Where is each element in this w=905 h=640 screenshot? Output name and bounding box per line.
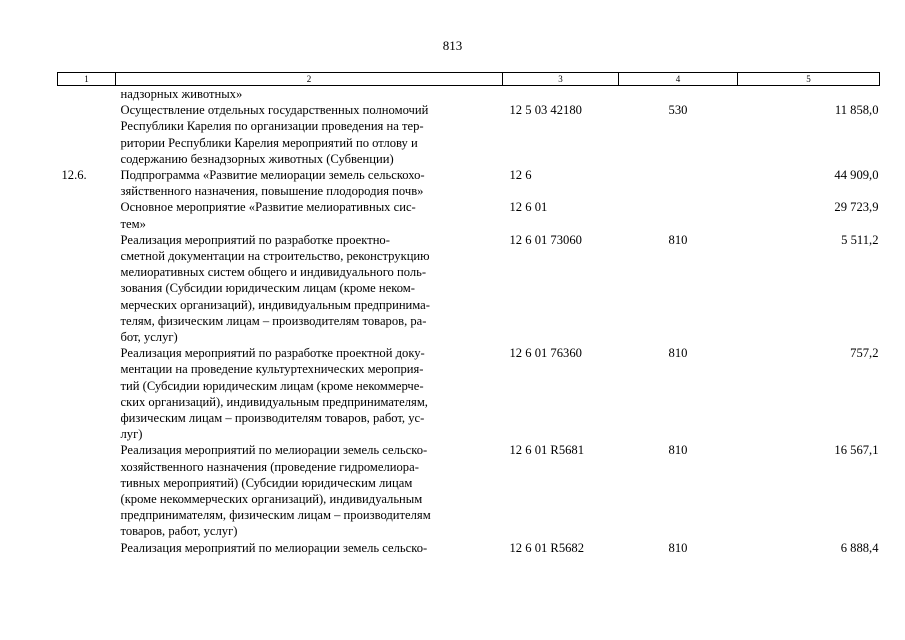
row-description: Реализация мероприятий по мелиорации земель сельско- — [120, 540, 428, 555]
row-amount: 11 858,0 — [834, 103, 879, 118]
header-col-2: 2 — [116, 73, 503, 86]
row-expense-type: 530 — [668, 103, 688, 118]
row-number — [58, 345, 116, 442]
table-header — [58, 73, 880, 86]
row-amount: 29 723,9 — [834, 200, 879, 215]
table-row — [58, 102, 880, 167]
table-row — [58, 232, 880, 345]
row-expense-type: 810 — [668, 232, 688, 247]
row-number — [58, 540, 116, 556]
row-amount: 16 567,1 — [834, 443, 879, 458]
row-amount: 5 511,2 — [841, 232, 879, 247]
row-description: Реализация мероприятий по мелиорации земель сельско- хозяйственного назначения (проведение гидромелиора- тивных мероприятий) (Субсидии юридическим лицам (кроме некоммерческих организаций), индивидуальным предпринимателям, физическим лицам – производителям товаров, работ, услуг) — [120, 443, 431, 539]
row-expense-type: 810 — [668, 346, 688, 361]
table-row — [58, 167, 880, 199]
row-expense-type — [619, 86, 738, 103]
row-number — [58, 86, 116, 103]
row-code: 12 6 01 76360 — [509, 346, 582, 361]
row-number: 12.6. — [61, 168, 87, 183]
header-row — [58, 73, 880, 86]
row-amount: 44 909,0 — [834, 168, 879, 183]
table-row — [58, 442, 880, 539]
row-code — [503, 86, 619, 103]
header-col-4: 4 — [619, 73, 738, 86]
row-description: надзорных животных» — [120, 87, 243, 101]
page-number: 813 — [442, 38, 463, 53]
row-amount: 6 888,4 — [840, 540, 879, 555]
row-number — [58, 232, 116, 345]
table-row — [58, 345, 880, 442]
row-code: 12 6 — [509, 168, 532, 183]
header-col-5: 5 — [738, 73, 880, 86]
row-code: 12 6 01 — [509, 200, 548, 215]
row-expense-type — [619, 199, 738, 231]
row-amount — [738, 86, 880, 103]
row-code: 12 6 01 R5682 — [509, 540, 585, 555]
row-amount: 757,2 — [850, 346, 879, 361]
row-expense-type — [619, 167, 738, 199]
table-body — [58, 86, 880, 556]
row-description: Подпрограмма «Развитие мелиорации земель сельскохо- зяйственного назначения, повышение плодородия почв» — [120, 168, 425, 199]
row-description: Осуществление отдельных государственных полномочий Республики Карелия по организации проведения на тер- ритории Республики Карелия мероприятий по отлову и содержанию безнадзорных животных (Субвенции) — [120, 103, 429, 166]
row-code: 12 6 01 73060 — [509, 232, 582, 247]
row-number — [58, 102, 116, 167]
budget-table — [57, 72, 880, 556]
table-row — [58, 199, 880, 231]
table-row — [58, 540, 880, 556]
row-number — [58, 199, 116, 231]
row-description: Реализация мероприятий по разработке проектной доку- ментации на проведение культуртехнических мероприя- тий (Субсидии юридическим лицам (кроме некоммерче- ских организаций), индивидуальным предпринимателям, физическим лицам – производителям товаров, работ, ус- луг) — [120, 346, 428, 442]
row-number — [58, 442, 116, 539]
row-expense-type: 810 — [668, 540, 688, 555]
row-code: 12 6 01 R5681 — [509, 443, 585, 458]
row-description: Реализация мероприятий по разработке проектно- сметной документации на строительство, реконструкцию мелиоративных систем общего и индивидуального поль- зования (Субсидии юридическим лицам (кроме неком- мерческих организаций), индивидуальным предпринима- телям, физическим лицам – производителям товаров, ра- бот, услуг) — [120, 232, 430, 345]
row-code: 12 5 03 42180 — [509, 103, 582, 118]
row-expense-type: 810 — [668, 443, 688, 458]
header-col-3: 3 — [503, 73, 619, 86]
header-col-1: 1 — [58, 73, 116, 86]
row-description: Основное мероприятие «Развитие мелиоративных сис- тем» — [120, 200, 416, 231]
table-row — [58, 86, 880, 103]
